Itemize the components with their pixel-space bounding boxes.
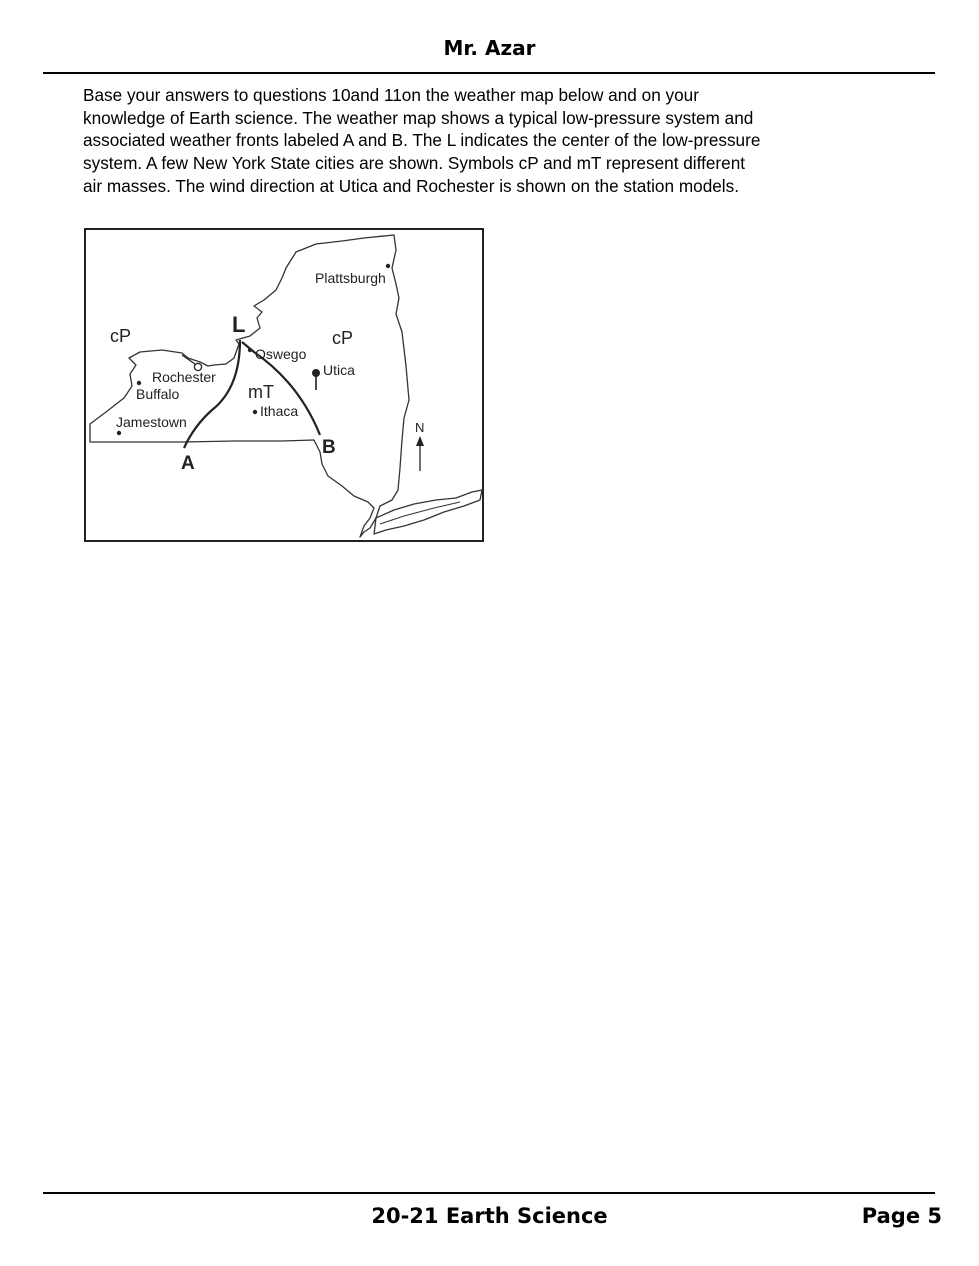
city-plattsburgh: Plattsburgh bbox=[315, 270, 386, 286]
header-teacher-name: Mr. Azar bbox=[443, 36, 536, 60]
map-frame bbox=[85, 229, 483, 541]
header-divider bbox=[43, 72, 935, 74]
city-utica: Utica bbox=[323, 362, 355, 378]
footer-page-number: Page 5 bbox=[861, 1204, 942, 1228]
weather-map bbox=[84, 228, 484, 542]
intro-line: Base your answers to questions 10and 11on the weather map below and on your bbox=[83, 85, 699, 105]
buffalo-dot bbox=[137, 381, 141, 385]
city-oswego: Oswego bbox=[255, 346, 307, 362]
city-ithaca: Ithaca bbox=[260, 403, 299, 419]
city-buffalo: Buffalo bbox=[136, 386, 180, 402]
ithaca-dot bbox=[253, 410, 257, 414]
intro-line: knowledge of Earth science. The weather map shows a typical low-pressure system and bbox=[83, 107, 754, 128]
air-mass-cp-east: cP bbox=[332, 328, 354, 348]
front-a-label: A bbox=[181, 453, 195, 474]
air-mass-mt: mT bbox=[248, 382, 274, 402]
jamestown-dot bbox=[117, 431, 121, 435]
air-mass-cp-west: cP bbox=[110, 326, 132, 346]
north-label: N bbox=[415, 420, 425, 435]
front-b-label: B bbox=[322, 437, 336, 458]
footer-divider bbox=[43, 1192, 935, 1194]
intro-line: system. A few New York State cities are shown. Symbols cP and mT represent different bbox=[83, 153, 746, 174]
intro-line: air masses. The wind direction at Utica and Rochester is shown on the station models. bbox=[83, 175, 739, 196]
city-rochester: Rochester bbox=[152, 369, 216, 385]
low-pressure-label: L bbox=[232, 312, 246, 337]
plattsburgh-dot bbox=[386, 264, 390, 268]
intro-line: associated weather fronts labeled A and B. The L indicates the center of the low-pressure bbox=[83, 130, 761, 151]
oswego-dot bbox=[248, 348, 252, 352]
intro-paragraph bbox=[83, 84, 863, 198]
footer-course-title: 20-21 Earth Science bbox=[371, 1204, 608, 1228]
city-jamestown: Jamestown bbox=[116, 414, 187, 430]
